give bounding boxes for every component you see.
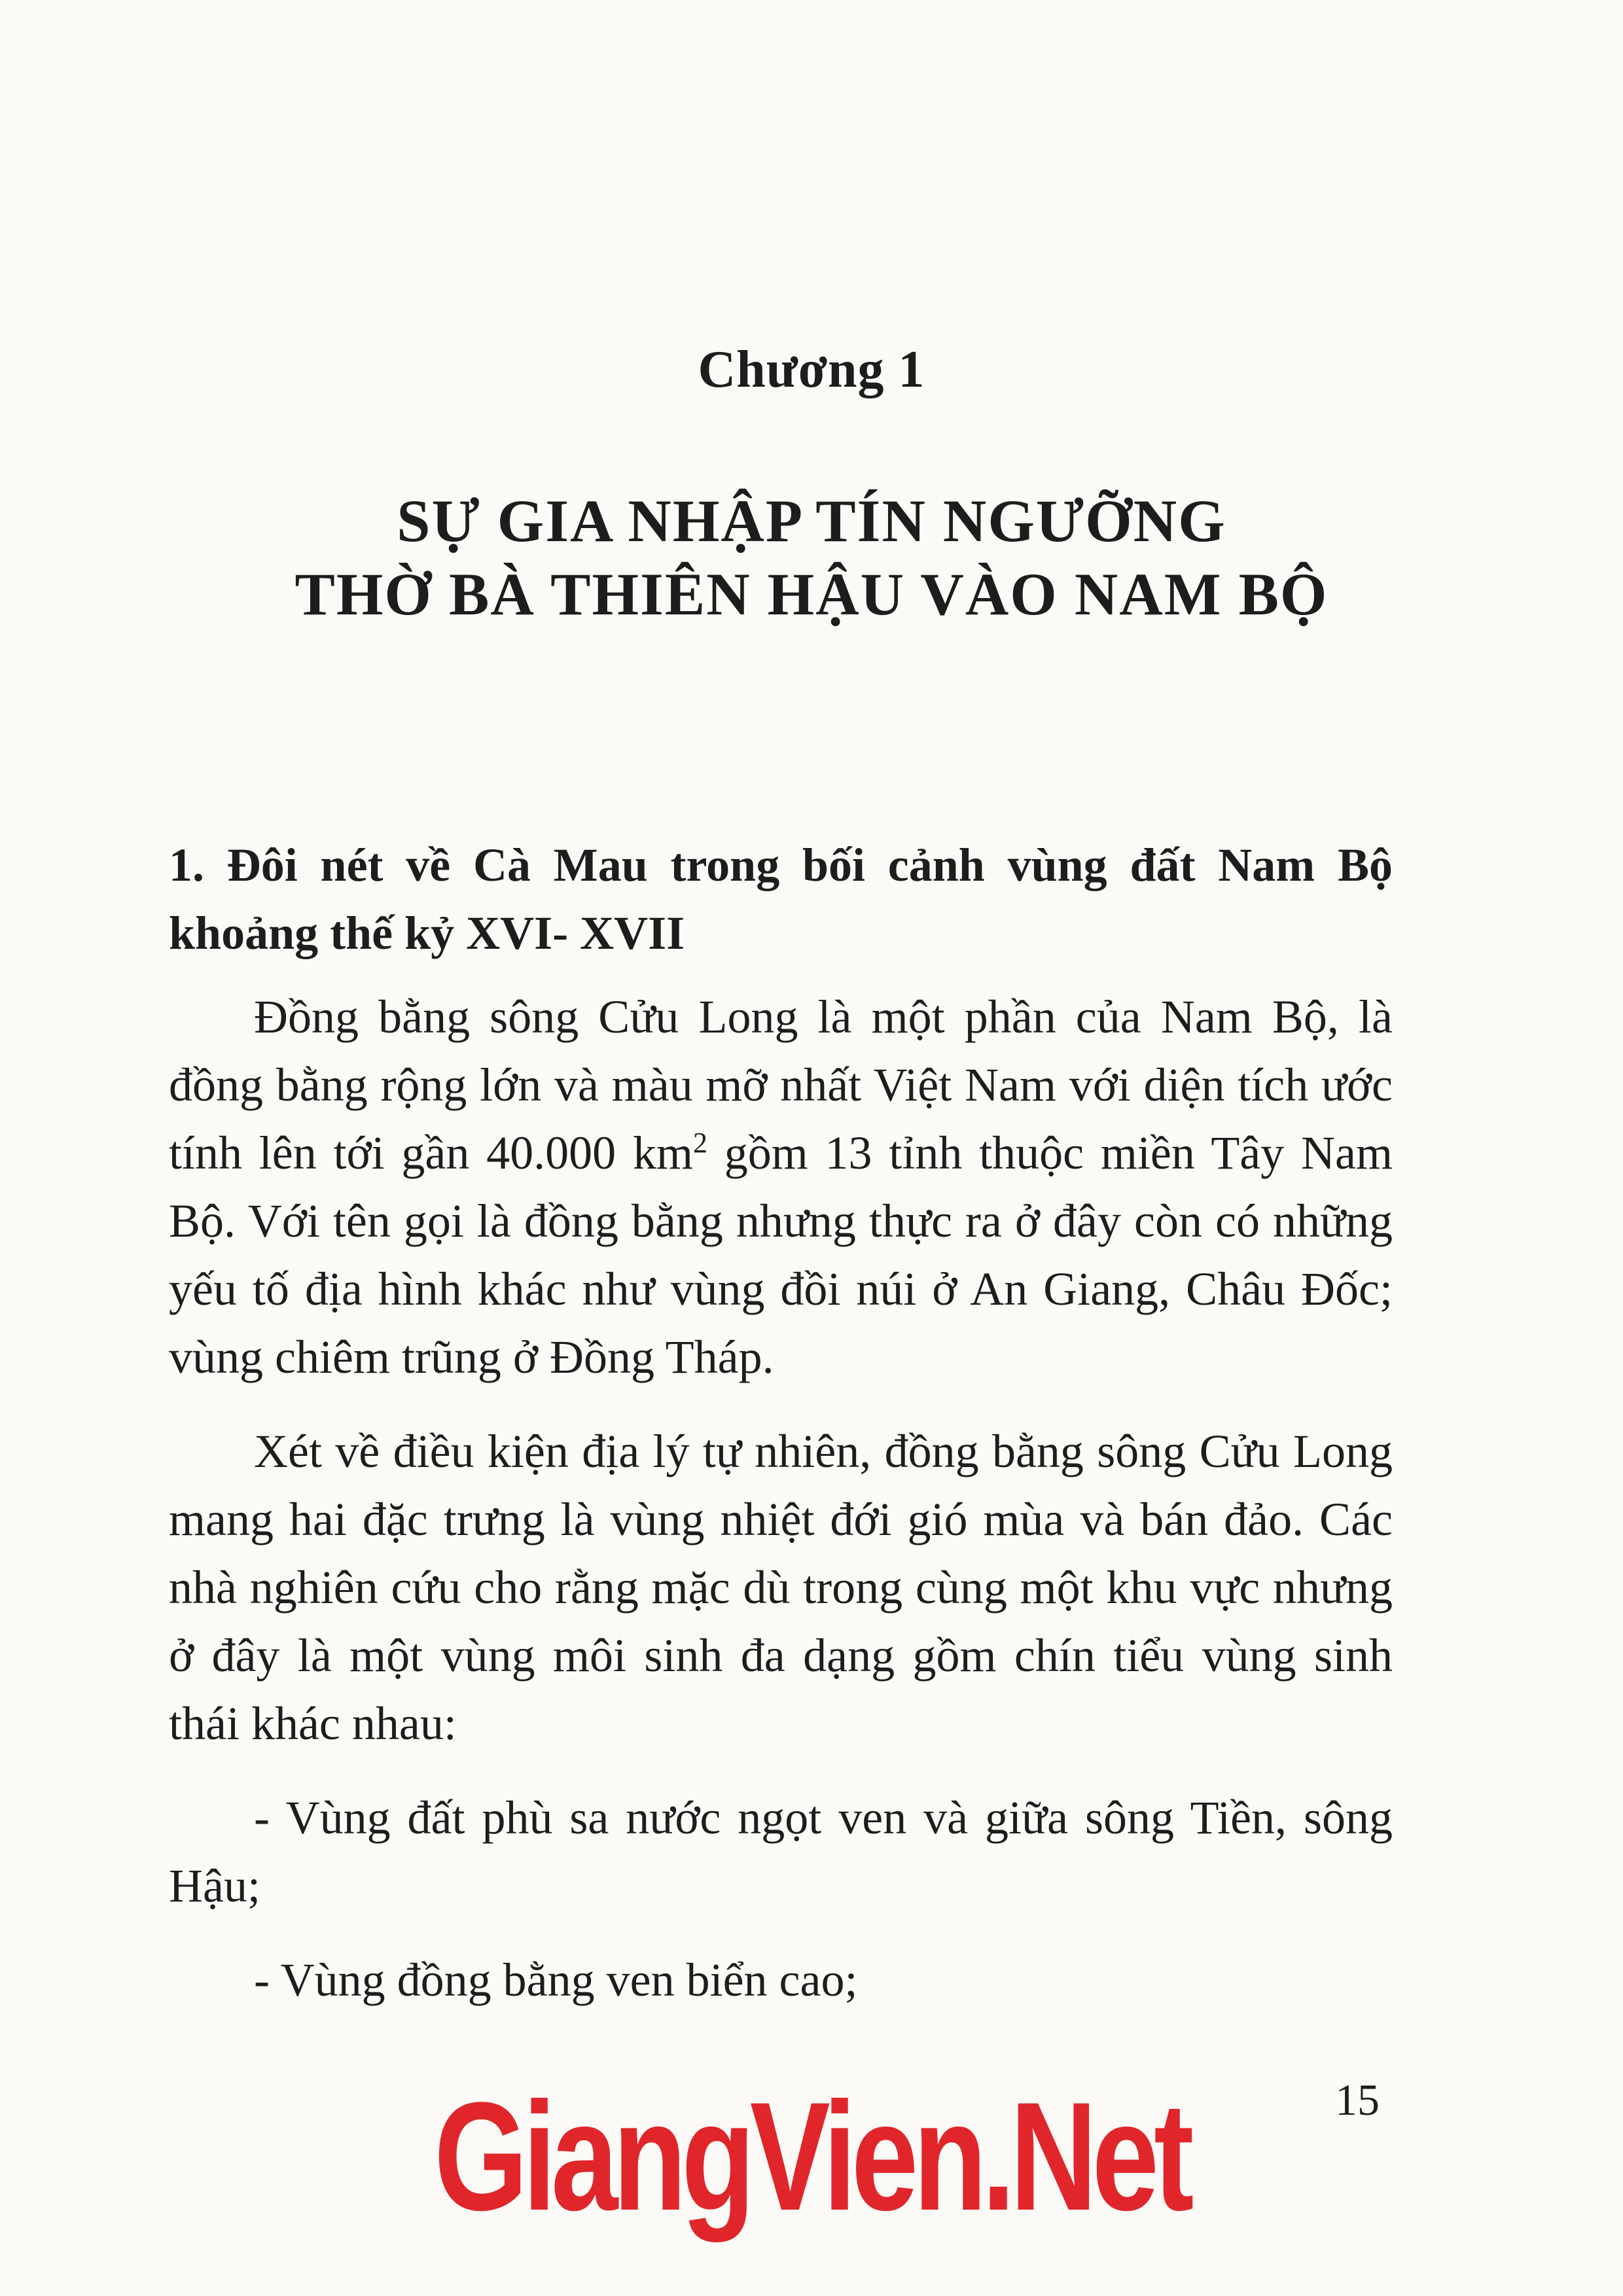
page-number: 15: [1335, 2075, 1380, 2125]
paragraph-1: [169, 983, 1393, 1391]
watermark-logo: GiangVien.Net: [434, 2070, 1189, 2243]
paragraph-1-text-b: gồm 13 tỉnh thuộc miền Tây Nam Bộ. Với tên gọi là đồng bằng nhưng thực ra ở đây còn có những yếu tố địa hình khác như vùng đồi núi ở An Giang, Châu Đốc; vùng chiêm trũng ở Đồng Tháp.: [169, 1127, 1393, 1383]
section-heading: 1. Đôi nét về Cà Mau trong bối cảnh vùng đất Nam Bộ khoảng thế kỷ XVI- XVII: [169, 839, 1393, 959]
paragraph-2: Xét về điều kiện địa lý tự nhiên, đồng bằng sông Cửu Long mang hai đặc trưng là vùng nhiệt đới gió mùa và bán đảo. Các nhà nghiên cứu cho rằng mặc dù trong cùng một khu vực nhưng ở đây là một vùng môi sinh đa dạng gồm chín tiểu vùng sinh thái khác nhau:: [169, 1425, 1393, 1750]
superscript-2: 2: [692, 1127, 707, 1159]
body-text: [169, 831, 1393, 2040]
chapter-title-line-1: SỰ GIA NHẬP TÍN NGƯỠNG: [397, 487, 1226, 554]
chapter-title: [0, 484, 1623, 631]
chapter-label: Chương 1: [698, 341, 925, 398]
list-item: - Vùng đồng bằng ven biển cao;: [254, 1954, 858, 2006]
paragraph-1-text-a: Đồng bằng sông Cửu Long là một phần của Nam Bộ, là đồng bằng rộng lớn và màu mỡ nhất Việt Nam với diện tích ước tính lên tới gần 40.000 km: [169, 991, 1393, 1179]
chapter-title-line-2: THỜ BÀ THIÊN HẬU VÀO NAM BỘ: [294, 561, 1329, 628]
list-item: - Vùng đất phù sa nước ngọt ven và giữa sông Tiền, sông Hậu;: [169, 1792, 1393, 1912]
